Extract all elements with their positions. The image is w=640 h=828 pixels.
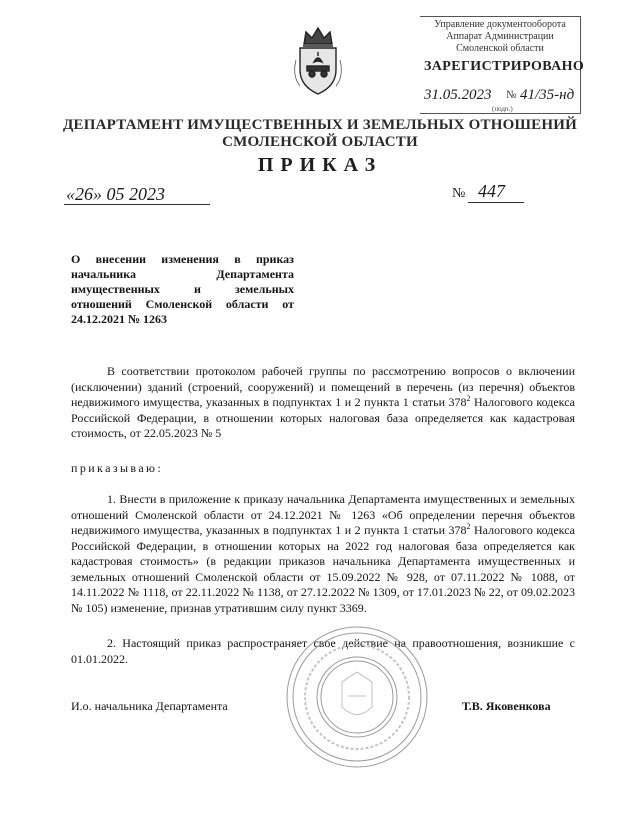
order-date: «26» 05 2023 xyxy=(66,184,165,204)
clause-text: 1. Внести в приложение к приказу начальника Департамента имущественных и земельных отношений Смоленской области от 24.12.2021 № 1263 «Об определении перечня объектов недвижимого имущества, указанных в подпунктах 1 и 2 пункта 1 статьи 378 xyxy=(71,492,575,537)
signatory-position: И.о. начальника Департамента xyxy=(71,699,228,713)
clause-1 xyxy=(71,492,575,616)
stamp-number: 41/35-нд xyxy=(520,87,575,103)
order-subject xyxy=(71,252,294,327)
number-underline xyxy=(468,202,524,203)
date-underline xyxy=(64,204,210,205)
official-seal-icon xyxy=(282,622,432,772)
superscript: 2 xyxy=(466,394,471,403)
stamp-signature-label: (подп.) xyxy=(492,105,513,113)
order-word: приказываю: xyxy=(71,461,164,475)
clause-text: Налогового кодекса Российской Федерации, в отношении которых на 2022 год налоговая база определяется как кадастровая стоимость» (в редакции приказов начальника Департамента имущественных и земельных отношений Смоленской области от 15.09.2022 № 928, от 07.11.2022 № 1088, от 14.11.2022 № 1118, от 22.11.2022 № 1138, от 27.12.2022 № 1309, от 17.01.2023 № 22, от 09.02.2023 № 105) изменение, признав утратившим силу пункт 3369. xyxy=(71,523,575,615)
stamp-status: ЗАРЕГИСТРИРОВАНО xyxy=(424,59,585,74)
coat-of-arms-icon xyxy=(288,20,348,98)
department-name-line-1: ДЕПАРТАМЕНТ ИМУЩЕСТВЕННЫХ И ЗЕМЕЛЬНЫХ ОТНОШЕНИЙ xyxy=(63,117,577,133)
subject-line: О внесении изменения в приказ xyxy=(71,252,294,266)
order-number-label: № xyxy=(452,186,466,201)
document-title: ПРИКАЗ xyxy=(257,154,383,176)
subject-line: отношений Смоленской области от xyxy=(71,297,294,311)
preamble-text: В соответствии протоколом рабочей группы по рассмотрению вопросов о включении (исключении) зданий (строений, сооружений) и помещений в перечень (из перечня) объектов недвижимого имущества, указанных в подпунктах 1 и 2 пункта 1 статьи 378 xyxy=(71,364,575,409)
preamble-paragraph xyxy=(71,364,575,442)
registration-stamp xyxy=(420,16,585,114)
subject-line: начальника Департамента xyxy=(71,267,294,281)
stamp-line-3: Смоленской области xyxy=(456,43,544,54)
stamp-line-2: Аппарат Администрации xyxy=(446,31,554,42)
stamp-line-1: Управление документооборота xyxy=(434,19,566,30)
order-number: 447 xyxy=(478,181,505,201)
preamble-text: Налогового кодекса Российской Федерации, в отношении которых налоговая база определяется как кадастровая стоимость, от 22.05.2023 № 5 xyxy=(71,395,575,440)
department-name-line-2: СМОЛЕНСКОЙ ОБЛАСТИ xyxy=(222,134,418,150)
subject-line: 24.12.2021 № 1263 xyxy=(71,312,168,326)
signatory-name: Т.В. Яковенкова xyxy=(462,699,551,713)
subject-line: имущественных и земельных xyxy=(71,282,294,296)
superscript: 2 xyxy=(466,522,471,531)
stamp-number-mark: № xyxy=(506,89,517,101)
stamp-date: 31.05.2023 xyxy=(424,87,492,103)
clause-2: 2. Настоящий приказ распространяет свое действие на правоотношения, возникшие с 01.01.2022. xyxy=(71,636,575,666)
